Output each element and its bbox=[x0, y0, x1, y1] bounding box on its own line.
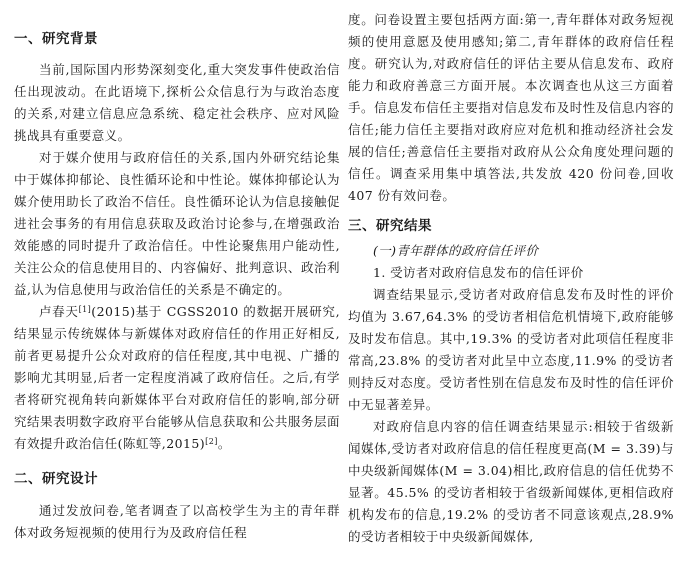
subsection-heading-info-release: 1. 受访者对政府信息发布的信任评价 bbox=[373, 265, 584, 280]
background-paragraph-3 bbox=[14, 301, 340, 455]
section-heading-design: 二、研究设计 bbox=[14, 471, 98, 487]
results-paragraph-2: 对政府信息内容的信任调查结果显示:相较于省级新闻媒体,受访者对政府信息的信任程度更高(M = 3.39)与中央级新闻媒体(M = 3.04)相比,政府信息的信任优势不显著。45.5% 的受访者相较于省级新闻媒体,更相信政府机构发布的信息,19.2% 的受访者不同意该观点,28.9% 的受访者相较于中央级新闻媒体, bbox=[348, 419, 674, 544]
results-paragraph-1: 调查结果显示,受访者对政府信息发布及时性的评价均值为 3.67,64.3% 的受访者相信危机情境下,政府能够及时发布信息。其中,19.3% 的受访者对此项信任程度非常高,23.8% 的受访者对此呈中立态度,11.9% 的受访者则持反对态度。受访者性别在信息发布及时性的信任评价中无显著差异。 bbox=[348, 287, 674, 412]
paragraph-text: (2015)基于 CGSS2010 的数据开展研究,结果显示传统媒体与新媒体对政府信任的作用正好相反,前者更易提升公众对政府的信任程度,其中电视、广播的影响尤其明显,后者一定程度消减了政府信任。之后,有学者将研究视角转向新媒体平台对政府信任的影响,部分研究结果表明数字政府平台能够从信息获取和公共服务层面有效提升政治信任(陈虹等,2015) bbox=[14, 304, 340, 451]
section-heading-results: 三、研究结果 bbox=[348, 218, 432, 234]
author-name: 卢春天 bbox=[39, 304, 79, 319]
subsection-heading-youth-trust: (一)青年群体的政府信任评价 bbox=[373, 243, 539, 258]
design-paragraph-start: 通过发放问卷,笔者调查了以高校学生为主的青年群体对政务短视频的使用行为及政府信任程 bbox=[14, 503, 340, 540]
citation-ref-2[interactable]: [2] bbox=[205, 437, 218, 446]
citation-ref-1[interactable]: [1] bbox=[78, 305, 92, 314]
background-paragraph-2: 对于媒介使用与政府信任的关系,国内外研究结论集中于媒体抑郁论、良性循环论和中性论。媒体抑郁论认为媒介使用助长了政治不信任。良性循环论认为信息接触促进社会事务的有用信息获取及政治讨论参与,在增强政治效能感的同时提升了政治信任。中性论聚焦用户能动性,关注公众的信息使用目的、内容偏好、批判意识、政治利益,认为信息使用与政治信任的关系是不确定的。 bbox=[14, 150, 340, 297]
section-heading-background: 一、研究背景 bbox=[14, 31, 98, 47]
right-column bbox=[348, 0, 674, 548]
design-paragraph-continued: 度。问卷设置主要包括两方面:第一,青年群体对政务短视频的使用意愿及使用感知;第二,青年群体的政府信任程度。研究认为,对政府信任的评估主要从信息发布、政府能力和政府善意三方面开展。本次调查也从这三方面着手。信息发布信任主要指对信息发布及时性及信息内容的信任;能力信任主要指对政府应对危机和推动经济社会发展的信任;善意信任主要指对政府从公众角度处理问题的信任。调查采用集中填答法,共发放 420 份问卷,回收 407 份有效问卷。 bbox=[348, 12, 674, 203]
background-paragraph-1: 当前,国际国内形势深刻变化,重大突发事件使政治信任出现波动。在此语境下,探析公众信息行为与政治态度的关系,对建立信息应急系统、稳定社会秩序、应对风险挑战具有重要意义。 bbox=[14, 62, 340, 143]
paragraph-end: 。 bbox=[217, 436, 231, 451]
left-column bbox=[14, 0, 340, 544]
